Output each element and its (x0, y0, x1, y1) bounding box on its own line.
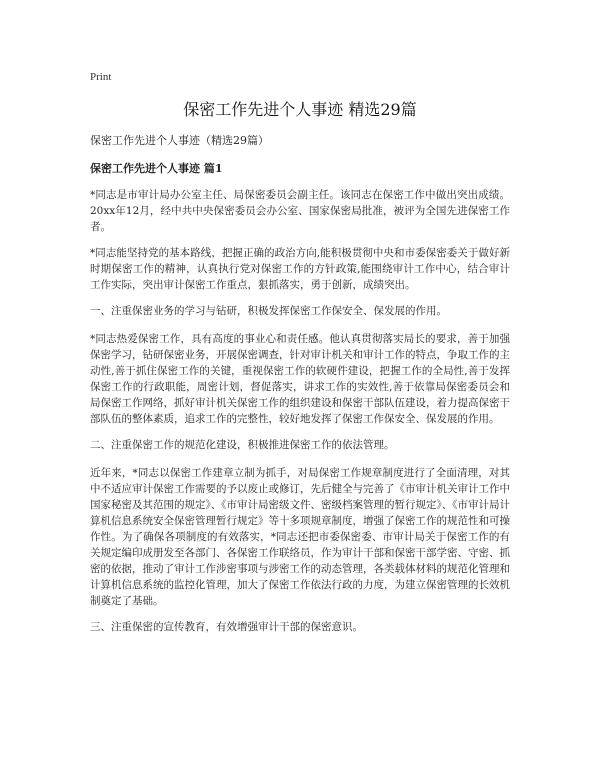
body-paragraph: 近年来，*同志以保密工作建章立制为抓手，对局保密工作规章制度进行了全面清理，对其中不适应审计保密工作需要的予以废止或修订，先后健全与完善了《市审计机关审计工作中国家秘密及其范围的规定》、《市审计局密级文件、密级档案管理的暂行规定》、《市审计局计算机信息系统安全保密管理暂行规定》等十多项规章制度，增强了保密工作的规范性和可操作性。为了确保各项制度的有效落实，*同志还把市委保密委、市审计局关于保密工作的有关规定编印成册发至各部门、各保密工作联络员，作为审计干部和保密干部学密、守密、抓密的依据，推动了审计工作涉密事项与涉密工作的动态管理，各类载体材料的规范化管理和计算机信息系统的监控化管理，加大了保密工作依法行政的力度，为建立保密管理的长效机制奠定了基础。 (90, 467, 510, 607)
subheading-paragraph: 二、注重保密工作的规范化建设，积极推进保密工作的依法管理。 (90, 439, 395, 451)
body-paragraph: *同志是市审计局办公室主任、局保密委员会副主任。该同志在保密工作中做出突出成绩。20xx年12月，经中共中央保密委员会办公室、国家保密局批准，被评为全国先进保密工作者。 (90, 189, 510, 233)
body-paragraph: *同志能坚持党的基本路线，把握正确的政治方向,能积极贯彻中央和市委保密委关于做好新时期保密工作的精神，认真执行党对保密工作的方针政策,能围绕审计工作中心，结合审计工作实际，突出审计保密工作重点，狠抓落实，勇于创新，成绩突出。 (90, 247, 510, 291)
print-label[interactable]: Print (90, 71, 112, 83)
document-subtitle: 保密工作先进个人事迹（精选29篇） (90, 134, 269, 147)
body-paragraph: *同志热爱保密工作，具有高度的事业心和责任感。他认真贯彻落实局长的要求，善于加强保密学习，钻研保密业务，开展保密调查，针对审计机关和审计工作的特点，争取工作的主动性,善于抓住保密工作的关键，重视保密工作的软硬件建设，把握工作的全局性,善于发挥保密工作的行政职能，周密计划，督促落实，讲求工作的实效性,善于依靠局保密委员会和局保密工作网络，抓好审计机关保密工作的组织建设和保密干部队伍建设，着力提高保密干部队伍的整体素质，追求工作的完整性，较好地发挥了保密工作保安全、保发展的作用。 (90, 333, 510, 425)
section-heading: 保密工作先进个人事迹 篇1 (90, 162, 223, 175)
subheading-paragraph: 三、注重保密的宣传教育，有效增强审计干部的保密意识。 (90, 621, 363, 633)
subheading-paragraph: 一、注重保密业务的学习与钻研，积极发挥保密工作保安全、保发展的作用。 (90, 305, 447, 317)
document-title: 保密工作先进个人事迹 精选29篇 (183, 100, 417, 119)
